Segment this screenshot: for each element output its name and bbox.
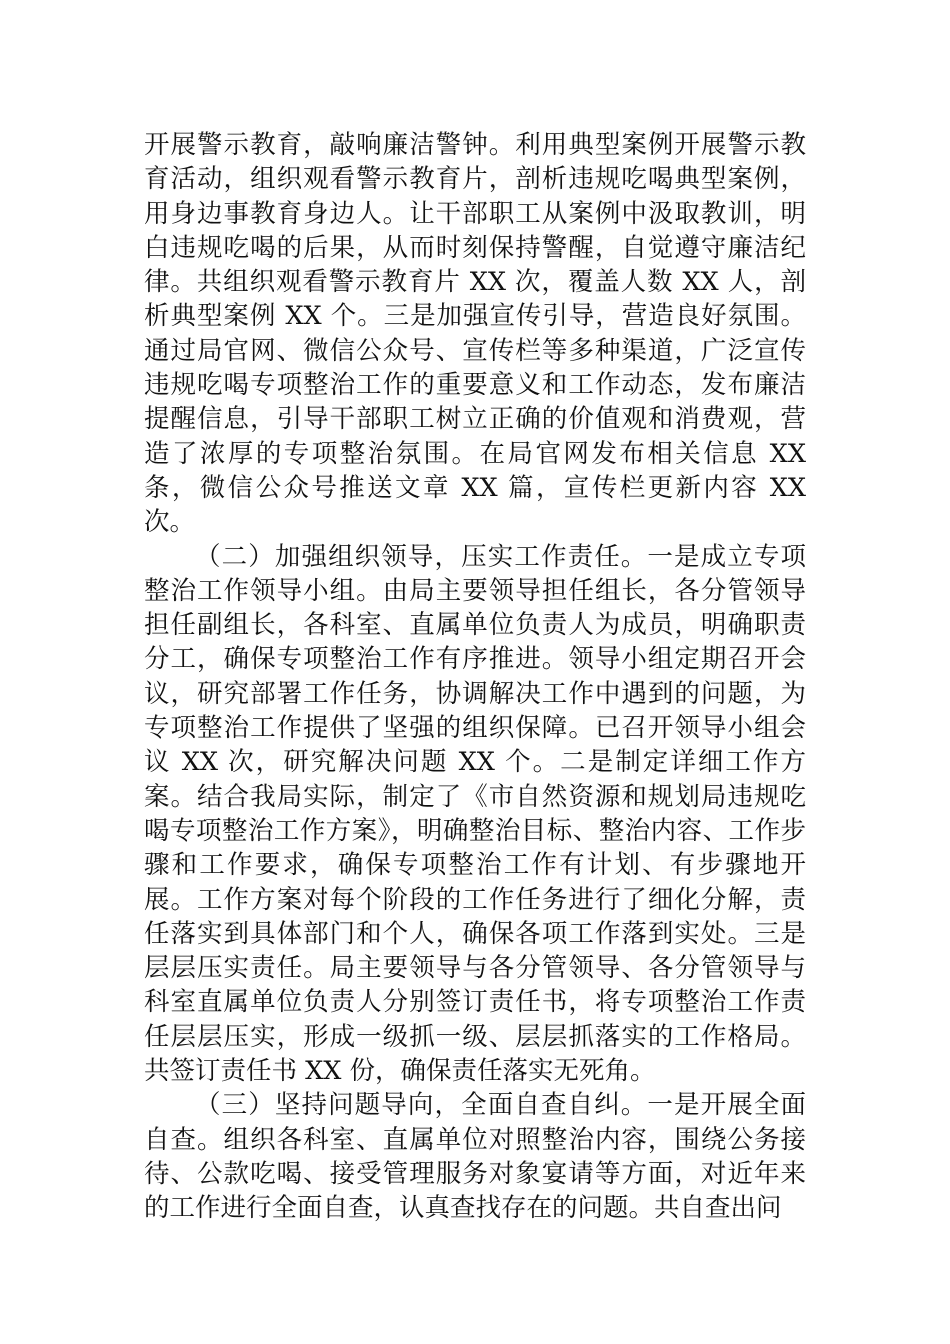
paragraph-2: （二）加强组织领导，压实工作责任。一是成立专项整治工作领导小组。由局主要领导担任组长，各分管领导担任副组长，各科室、直属单位负责人为成员，明确职责分工，确保专项整治工作有序推进。领导小组定期召开会议，研究部署工作任务，协调解决工作中遇到的问题，为专项整治工作提供了坚强的组织保障。已召开领导小组会议 XX 次，研究解决问题 XX 个。二是制定详细工作方案。结合我局实际，制定了《市自然资源和规划局违规吃喝专项整治工作方案》，明确整治目标、整治内容、工作步骤和工作要求，确保专项整治工作有计划、有步骤地开展。工作方案对每个阶段的工作任务进行了细化分解，责任落实到具体部门和个人，确保各项工作落到实处。三是层层压实责任。局主要领导与各分管领导、各分管领导与科室直属单位负责人分别签订责任书，将专项整治工作责任层层压实，形成一级抓一级、层层抓落实的工作格局。共签订责任书 XX 份，确保责任落实无死角。 [144,541,806,1087]
document-body [144,128,806,1226]
paragraph-1: 开展警示教育，敲响廉洁警钟。利用典型案例开展警示教育活动，组织观看警示教育片，剖析违规吃喝典型案例，用身边事教育身边人。让干部职工从案例中汲取教训，明白违规吃喝的后果，从而时刻保持警醒，自觉遵守廉洁纪律。共组织观看警示教育片 XX 次，覆盖人数 XX 人，剖析典型案例 XX 个。三是加强宣传引导，营造良好氛围。通过局官网、微信公众号、宣传栏等多种渠道，广泛宣传违规吃喝专项整治工作的重要意义和工作动态，发布廉洁提醒信息，引导干部职工树立正确的价值观和消费观，营造了浓厚的专项整治氛围。在局官网发布相关信息 XX 条，微信公众号推送文章 XX 篇，宣传栏更新内容 XX 次。 [144,130,806,538]
paragraph-3: （三）坚持问题导向，全面自查自纠。一是开展全面自查。组织各科室、直属单位对照整治内容，围绕公务接待、公款吃喝、接受管理服务对象宴请等方面，对近年来的工作进行全面自查，认真查找存在的问题。共自查出问 [144,1090,806,1224]
